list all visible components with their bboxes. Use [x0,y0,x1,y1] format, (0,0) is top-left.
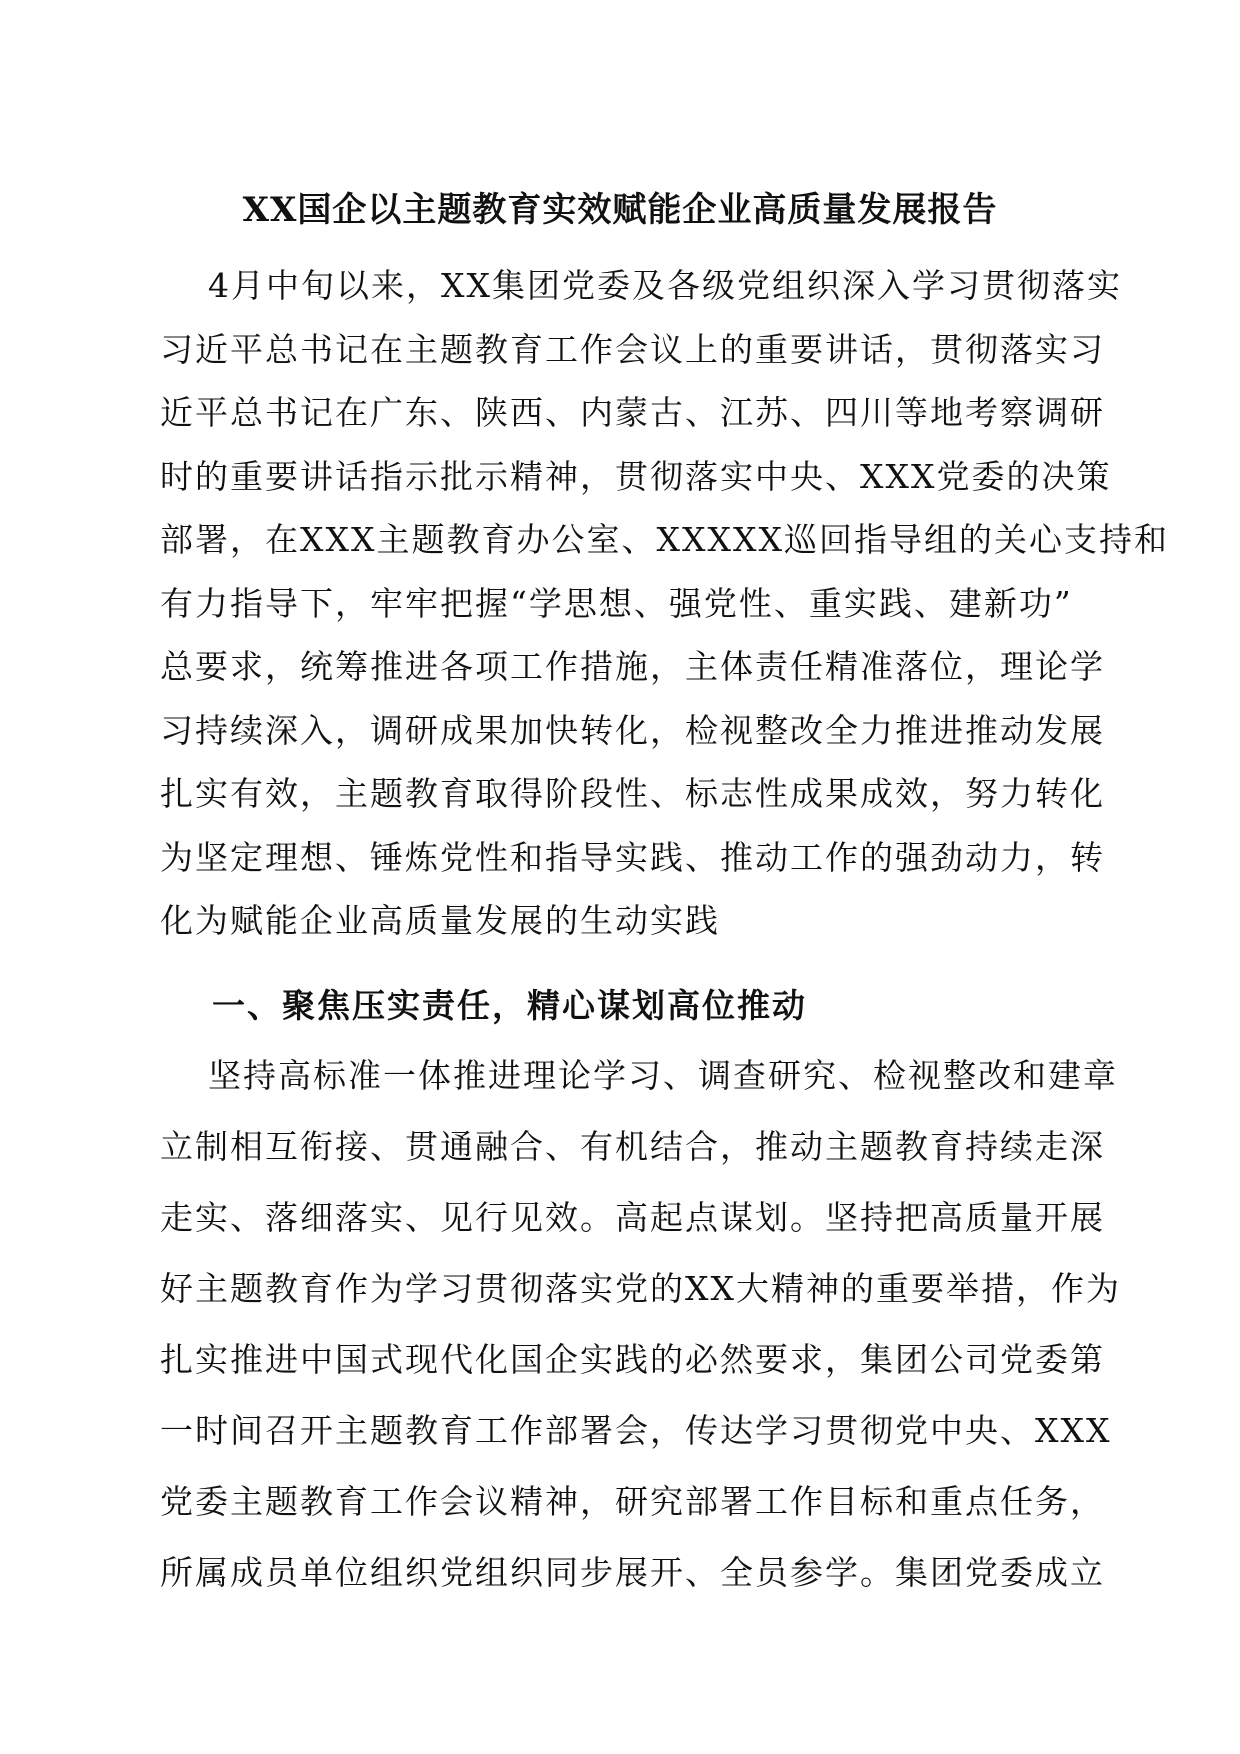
intro-line: 化为赋能企业高质量发展的生动实践 [160,901,720,940]
intro-line: 部署，在XXX主题教育办公室、XXXXX巡回指导组的关心支持和 [160,520,1169,559]
body-line: 所属成员单位组织党组织同步展开、全员参学。集团党委成立 [160,1553,1105,1592]
body-line: 一时间召开主题教育工作部署会，传达学习贯彻党中央、XXX [160,1411,1112,1450]
intro-line: 4月中旬以来，XX集团党委及各级党组织深入学习贯彻落实 [208,266,1122,305]
body-line: 好主题教育作为学习贯彻落实党的XX大精神的重要举措，作为 [160,1269,1121,1308]
intro-line: 习持续深入，调研成果加快转化，检视整改全力推进推动发展 [160,710,1105,750]
intro-line: 有力指导下，牢牢把握“学思想、强党性、重实践、建新功” [160,583,1073,623]
intro-line: 时的重要讲话指示批示精神，贯彻落实中央、XXX党委的决策 [160,456,1112,496]
body-line: 坚持高标准一体推进理论学习、调查研究、检视整改和建章 [208,1056,1118,1095]
section-heading: 一、聚焦压实责任，精心谋划高位推动 [212,986,807,1025]
body-line: 立制相互衔接、贯通融合、有机结合，推动主题教育持续走深 [160,1127,1105,1166]
intro-line: 习近平总书记在主题教育工作会议上的重要讲话，贯彻落实习 [160,329,1105,369]
document-title: XX国企以主题教育实效赋能企业高质量发展报告 [242,190,998,230]
intro-line: 为坚定理想、锤炼党性和指导实践、推动工作的强劲动力，转 [160,837,1105,877]
body-line: 扎实推进中国式现代化国企实践的必然要求，集团公司党委第 [160,1340,1105,1379]
intro-line: 近平总书记在广东、陕西、内蒙古、江苏、四川等地考察调研 [160,393,1105,432]
intro-line: 总要求，统筹推进各项工作措施，主体责任精准落位，理论学 [160,647,1105,686]
body-line: 走实、落细落实、见行见效。高起点谋划。坚持把高质量开展 [160,1198,1105,1237]
intro-line: 扎实有效，主题教育取得阶段性、标志性成果成效，努力转化 [160,774,1105,813]
body-line: 党委主题教育工作会议精神，研究部署工作目标和重点任务， [160,1482,1105,1521]
